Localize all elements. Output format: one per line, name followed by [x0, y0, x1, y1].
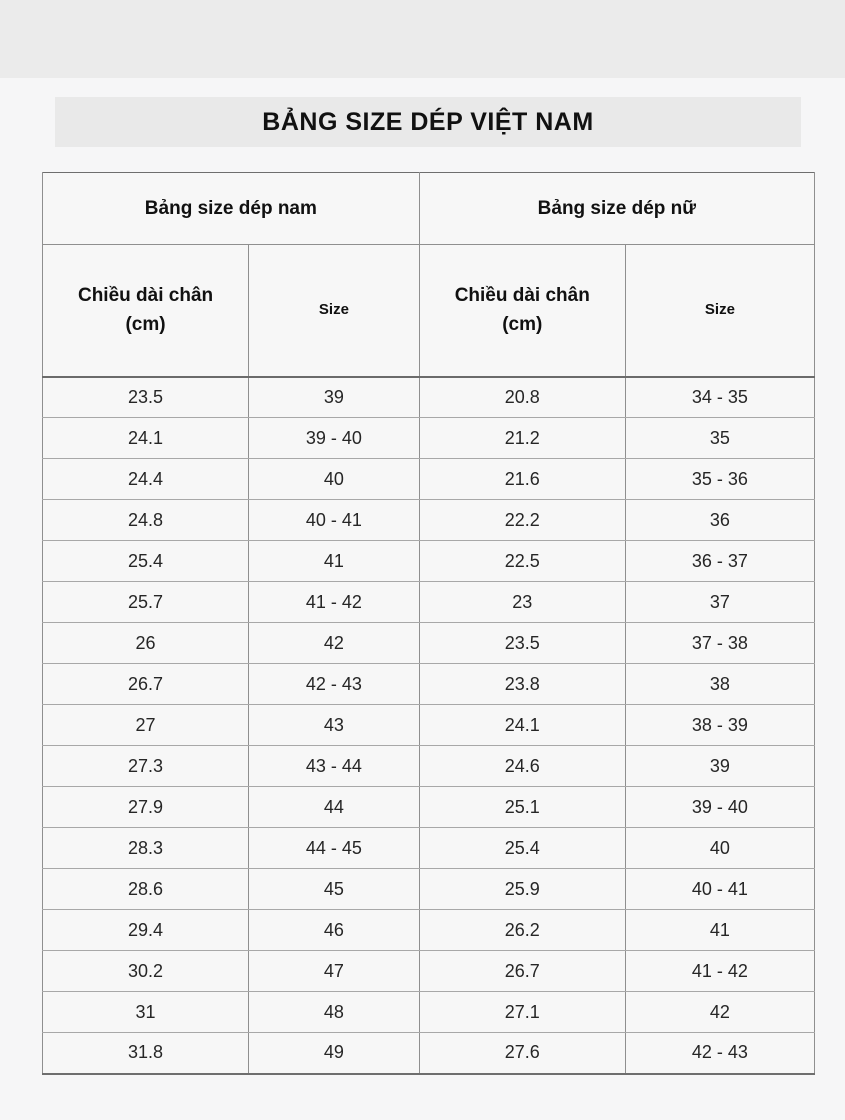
women-size-cell: 40 - 41	[625, 869, 814, 910]
table-row	[43, 869, 815, 910]
men-foot-length-cell: 24.8	[43, 500, 249, 541]
women-size-cell: 36 - 37	[625, 541, 814, 582]
men-foot-length-cell: 26	[43, 623, 249, 664]
col-header-size-women	[625, 245, 814, 377]
men-foot-length-cell: 23.5	[43, 377, 249, 418]
men-foot-length-cell: 28.6	[43, 869, 249, 910]
men-size-cell: 41	[249, 541, 420, 582]
women-size-cell: 39 - 40	[625, 787, 814, 828]
women-foot-length-cell: 27.6	[419, 1033, 625, 1074]
women-size-cell: 36	[625, 500, 814, 541]
women-size-cell: 35	[625, 418, 814, 459]
men-foot-length-cell: 24.4	[43, 459, 249, 500]
men-size-cell: 39	[249, 377, 420, 418]
men-size-cell: 42 - 43	[249, 664, 420, 705]
col-header-foot-length-women	[419, 245, 625, 377]
table-row	[43, 746, 815, 787]
women-foot-length-cell: 27.1	[419, 992, 625, 1033]
women-size-cell: 35 - 36	[625, 459, 814, 500]
men-size-cell: 49	[249, 1033, 420, 1074]
table-row	[43, 582, 815, 623]
men-foot-length-cell: 27.9	[43, 787, 249, 828]
women-foot-length-cell: 21.6	[419, 459, 625, 500]
table-row	[43, 828, 815, 869]
table-row	[43, 541, 815, 582]
men-size-cell: 48	[249, 992, 420, 1033]
women-foot-length-cell: 21.2	[419, 418, 625, 459]
table-row	[43, 664, 815, 705]
foot-length-label-women-line2: (cm)	[502, 314, 543, 336]
men-size-cell: 40 - 41	[249, 500, 420, 541]
men-foot-length-cell: 25.4	[43, 541, 249, 582]
section-header-women: Bảng size dép nữ	[419, 173, 814, 245]
men-foot-length-cell: 27	[43, 705, 249, 746]
men-foot-length-cell: 27.3	[43, 746, 249, 787]
page-title: BẢNG SIZE DÉP VIỆT NAM	[262, 107, 594, 136]
women-size-cell: 34 - 35	[625, 377, 814, 418]
foot-length-label-men-line2: (cm)	[125, 314, 166, 336]
women-size-cell: 42	[625, 992, 814, 1033]
section-header-row	[43, 173, 815, 245]
men-size-cell: 47	[249, 951, 420, 992]
women-size-cell: 38	[625, 664, 814, 705]
women-foot-length-cell: 23	[419, 582, 625, 623]
men-size-cell: 44 - 45	[249, 828, 420, 869]
men-size-cell: 45	[249, 869, 420, 910]
women-foot-length-cell: 26.2	[419, 910, 625, 951]
women-size-cell: 37 - 38	[625, 623, 814, 664]
women-foot-length-cell: 26.7	[419, 951, 625, 992]
men-foot-length-cell: 28.3	[43, 828, 249, 869]
men-foot-length-cell: 31.8	[43, 1033, 249, 1074]
men-size-cell: 42	[249, 623, 420, 664]
women-size-cell: 42 - 43	[625, 1033, 814, 1074]
women-size-cell: 41	[625, 910, 814, 951]
women-size-cell: 37	[625, 582, 814, 623]
size-table-body	[43, 377, 815, 1074]
women-foot-length-cell: 22.5	[419, 541, 625, 582]
women-size-cell: 38 - 39	[625, 705, 814, 746]
men-foot-length-cell: 25.7	[43, 582, 249, 623]
men-size-cell: 40	[249, 459, 420, 500]
table-row	[43, 910, 815, 951]
women-foot-length-cell: 23.5	[419, 623, 625, 664]
table-row	[43, 787, 815, 828]
women-foot-length-cell: 22.2	[419, 500, 625, 541]
men-size-cell: 43	[249, 705, 420, 746]
men-foot-length-cell: 29.4	[43, 910, 249, 951]
table-row	[43, 992, 815, 1033]
table-row	[43, 1033, 815, 1074]
men-size-cell: 46	[249, 910, 420, 951]
women-size-cell: 39	[625, 746, 814, 787]
men-foot-length-cell: 24.1	[43, 418, 249, 459]
men-foot-length-cell: 30.2	[43, 951, 249, 992]
women-foot-length-cell: 24.1	[419, 705, 625, 746]
women-size-cell: 40	[625, 828, 814, 869]
column-header-row	[43, 245, 815, 377]
col-header-foot-length-men	[43, 245, 249, 377]
table-row	[43, 500, 815, 541]
men-size-cell: 44	[249, 787, 420, 828]
table-row	[43, 951, 815, 992]
table-row	[43, 623, 815, 664]
women-foot-length-cell: 25.9	[419, 869, 625, 910]
women-foot-length-cell: 23.8	[419, 664, 625, 705]
section-header-men: Bảng size dép nam	[43, 173, 420, 245]
women-foot-length-cell: 25.1	[419, 787, 625, 828]
women-foot-length-cell: 24.6	[419, 746, 625, 787]
men-foot-length-cell: 26.7	[43, 664, 249, 705]
women-foot-length-cell: 20.8	[419, 377, 625, 418]
size-label-women: Size	[704, 301, 735, 319]
foot-length-label-women-line1: Chiều dài chân	[454, 284, 590, 306]
table-row	[43, 705, 815, 746]
men-size-cell: 43 - 44	[249, 746, 420, 787]
men-foot-length-cell: 31	[43, 992, 249, 1033]
women-foot-length-cell: 25.4	[419, 828, 625, 869]
col-header-size-men	[249, 245, 420, 377]
size-table	[42, 172, 815, 1075]
table-row	[43, 418, 815, 459]
size-label-men: Size	[318, 301, 349, 319]
foot-length-label-men-line1: Chiều dài chân	[77, 284, 214, 306]
size-table-container	[42, 172, 815, 1075]
women-size-cell: 41 - 42	[625, 951, 814, 992]
top-band	[0, 0, 845, 78]
page-title-box	[55, 97, 801, 147]
men-size-cell: 41 - 42	[249, 582, 420, 623]
table-row	[43, 377, 815, 418]
men-size-cell: 39 - 40	[249, 418, 420, 459]
table-row	[43, 459, 815, 500]
